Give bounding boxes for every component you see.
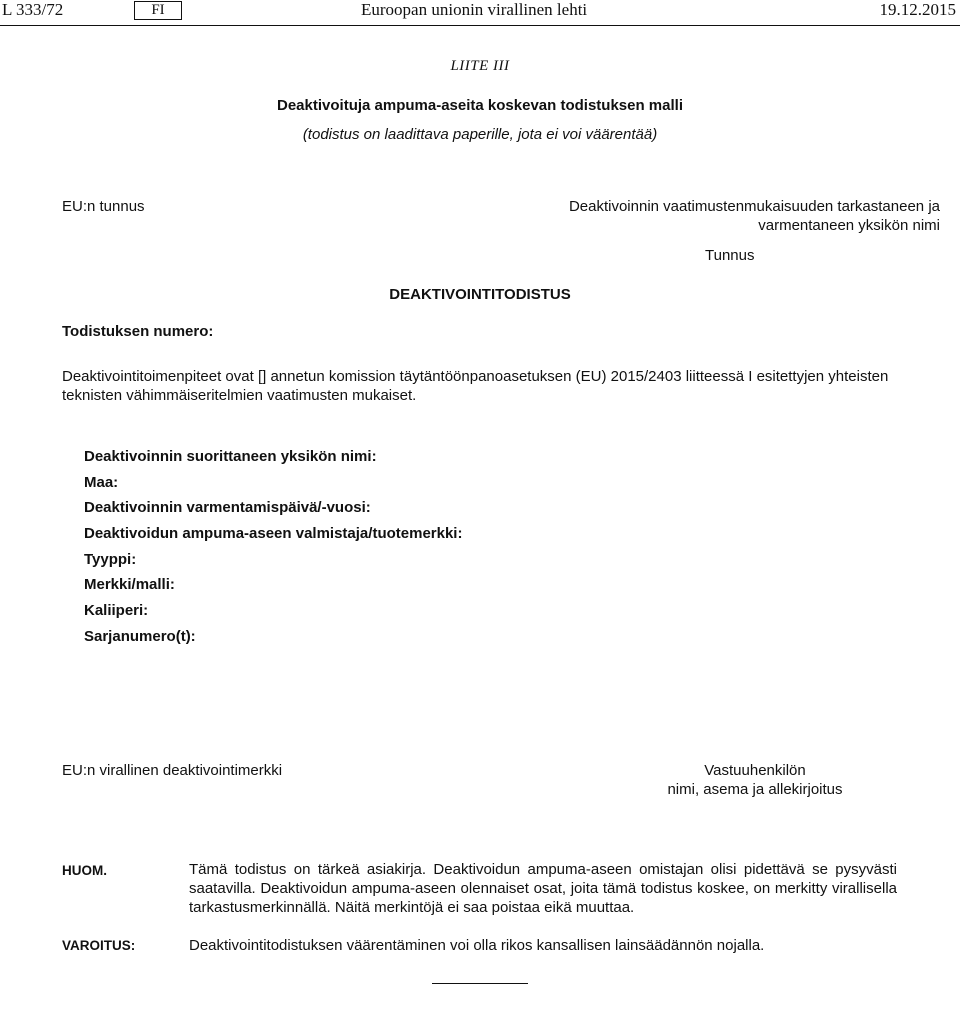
language-box: FI [134, 1, 182, 20]
publication-date: 19.12.2015 [879, 0, 956, 19]
document-title: Deaktivoituja ampuma-aseita koskevan todistuksen malli [277, 97, 683, 114]
field-type: Tyyppi: [84, 550, 137, 568]
certificate-fields [84, 447, 462, 653]
compliance-statement: Deaktivointitoimenpiteet ovat [] annetun komission täytäntöönpanoasetuksen (EU) 2015/2403 liitteessä I esitettyjen yhteisten teknisten vähimmäiseritelmien vaatimusten mukaiset. [62, 368, 889, 404]
note-text: Tämä todistus on tärkeä asiakirja. Deaktivoidun ampuma-aseen omistajan olisi pidettävä se pysyvästi saatavilla. Deaktivoidun ampuma-aseen olennaiset osat, joita tämä todistus koskee, on merkitty virallisella tarkastusmerkinnällä. Näitä merkintöjä ei saa poistaa eikä muuttaa. [189, 861, 897, 916]
certificate-title: DEAKTIVOINTITODISTUS [389, 286, 571, 303]
document-subtitle: (todistus on laadittava paperille, jota ei voi väärentää) [302, 126, 658, 143]
signature-block [640, 761, 870, 799]
field-verification-date: Deaktivoinnin varmentamispäivä/-vuosi: [84, 499, 371, 517]
signature-label-line-1: Vastuuhenkilön [704, 762, 806, 779]
field-make-model: Merkki/malli: [84, 576, 175, 594]
warning-text: Deaktivointitodistuksen väärentäminen voi olla rikos kansallisen lainsäädännön nojalla. [189, 937, 765, 954]
certificate-number-label: Todistuksen numero: [62, 323, 214, 340]
field-country: Maa: [84, 473, 119, 491]
verifying-unit-name-label: Deaktivoinnin vaatimustenmukaisuuden tarkastaneen ja varmentaneen yksikön nimi [568, 198, 940, 234]
header-rule [0, 25, 960, 26]
field-calibre: Kaliiperi: [84, 602, 149, 620]
footnote-rule [432, 983, 528, 984]
deactivation-mark-label: EU:n virallinen deaktivointimerkki [62, 762, 283, 779]
warning-label: VAROITUS: [62, 938, 136, 953]
journal-title: Euroopan unionin virallinen lehti [361, 0, 588, 19]
verifying-unit-id-label: Tunnus [705, 247, 755, 264]
field-manufacturer: Deaktivoidun ampuma-aseen valmistaja/tuotemerkki: [84, 525, 463, 543]
page-reference: L 333/72 [2, 0, 64, 19]
annex-heading: LIITE III [450, 58, 510, 74]
eu-id-label: EU:n tunnus [62, 198, 145, 215]
page-header [0, 0, 960, 26]
note-label: HUOM. [62, 863, 107, 878]
field-serial-numbers: Sarjanumero(t): [84, 627, 196, 645]
field-deactivating-unit: Deaktivoinnin suorittaneen yksikön nimi: [84, 448, 377, 465]
signature-label-line-2: nimi, asema ja allekirjoitus [667, 781, 843, 798]
